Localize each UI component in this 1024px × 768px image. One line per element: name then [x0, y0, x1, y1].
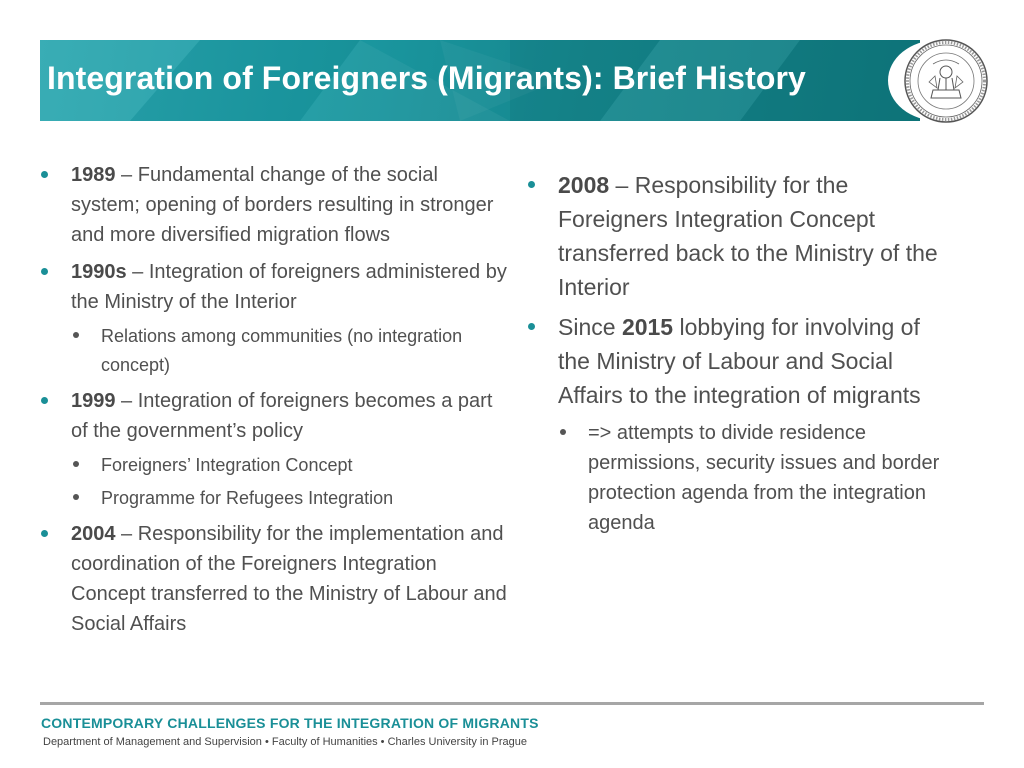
- history-item-1989: [40, 160, 510, 250]
- year-label: 2004: [71, 523, 116, 545]
- right-column: [527, 168, 957, 544]
- item-text: – Integration of foreigners administered by the Ministry of the Interior: [71, 261, 507, 313]
- bullet-icon: [41, 171, 48, 178]
- sub-item-text: Relations among communities (no integration concept): [101, 326, 463, 375]
- item-text: lobbying for involving of the Ministry of Labour and Social Affairs to the integration of migrants: [558, 314, 921, 408]
- history-item-1990s: [40, 257, 510, 317]
- sub-item-text: Foreigners’ Integration Concept: [101, 455, 353, 475]
- sub-item: [40, 484, 510, 513]
- slide-title: Integration of Foreigners (Migrants): Brief History: [47, 60, 806, 96]
- sub-item-text: => attempts to divide residence permissions, security issues and border protection agenda from the integration agenda: [588, 422, 940, 534]
- sub-item: [40, 322, 510, 380]
- bullet-icon: [41, 530, 48, 537]
- bullet-icon: [41, 268, 48, 275]
- title-banner: [40, 40, 920, 121]
- footer-title: CONTEMPORARY CHALLENGES FOR THE INTEGRATION OF MIGRANTS: [41, 715, 539, 731]
- left-column: [40, 160, 510, 646]
- history-item-2008: [527, 168, 957, 304]
- sub-item-text: Programme for Refugees Integration: [101, 488, 394, 508]
- sub-item: [40, 451, 510, 480]
- sub-bullet-icon: [73, 494, 79, 500]
- year-label: 2008: [558, 172, 610, 198]
- history-item-1999: [40, 386, 510, 446]
- history-item-2004: [40, 519, 510, 639]
- history-item-2015: [527, 310, 957, 412]
- year-label: 1990s: [71, 261, 127, 283]
- footer-divider: [40, 702, 984, 705]
- university-seal-icon: [903, 38, 989, 124]
- item-text: – Integration of foreigners becomes a part of the government’s policy: [71, 390, 493, 442]
- footer-subtitle: Department of Management and Supervision • Faculty of Humanities • Charles University in Prague: [43, 736, 527, 748]
- year-label: 2015: [621, 314, 674, 340]
- item-prefix: Since: [558, 314, 622, 340]
- item-text: – Responsibility for the implementation and coordination of the Foreigners Integration Concept transferred to the Ministry of Labour and Social Affairs: [71, 523, 507, 635]
- item-text: – Responsibility for the Foreigners Integration Concept transferred back to the Ministry of the Interior: [558, 172, 938, 300]
- sub-item: [527, 418, 957, 538]
- bullet-icon: [41, 397, 48, 404]
- bullet-icon: [528, 181, 535, 188]
- sub-bullet-icon: [560, 429, 566, 435]
- sub-bullet-icon: [73, 461, 79, 467]
- year-label: 1989: [71, 164, 116, 186]
- item-text: – Fundamental change of the social system; opening of borders resulting in stronger and more diversified migration flows: [71, 164, 494, 246]
- year-label: 1999: [71, 390, 116, 412]
- sub-bullet-icon: [73, 332, 79, 338]
- bullet-icon: [528, 323, 535, 330]
